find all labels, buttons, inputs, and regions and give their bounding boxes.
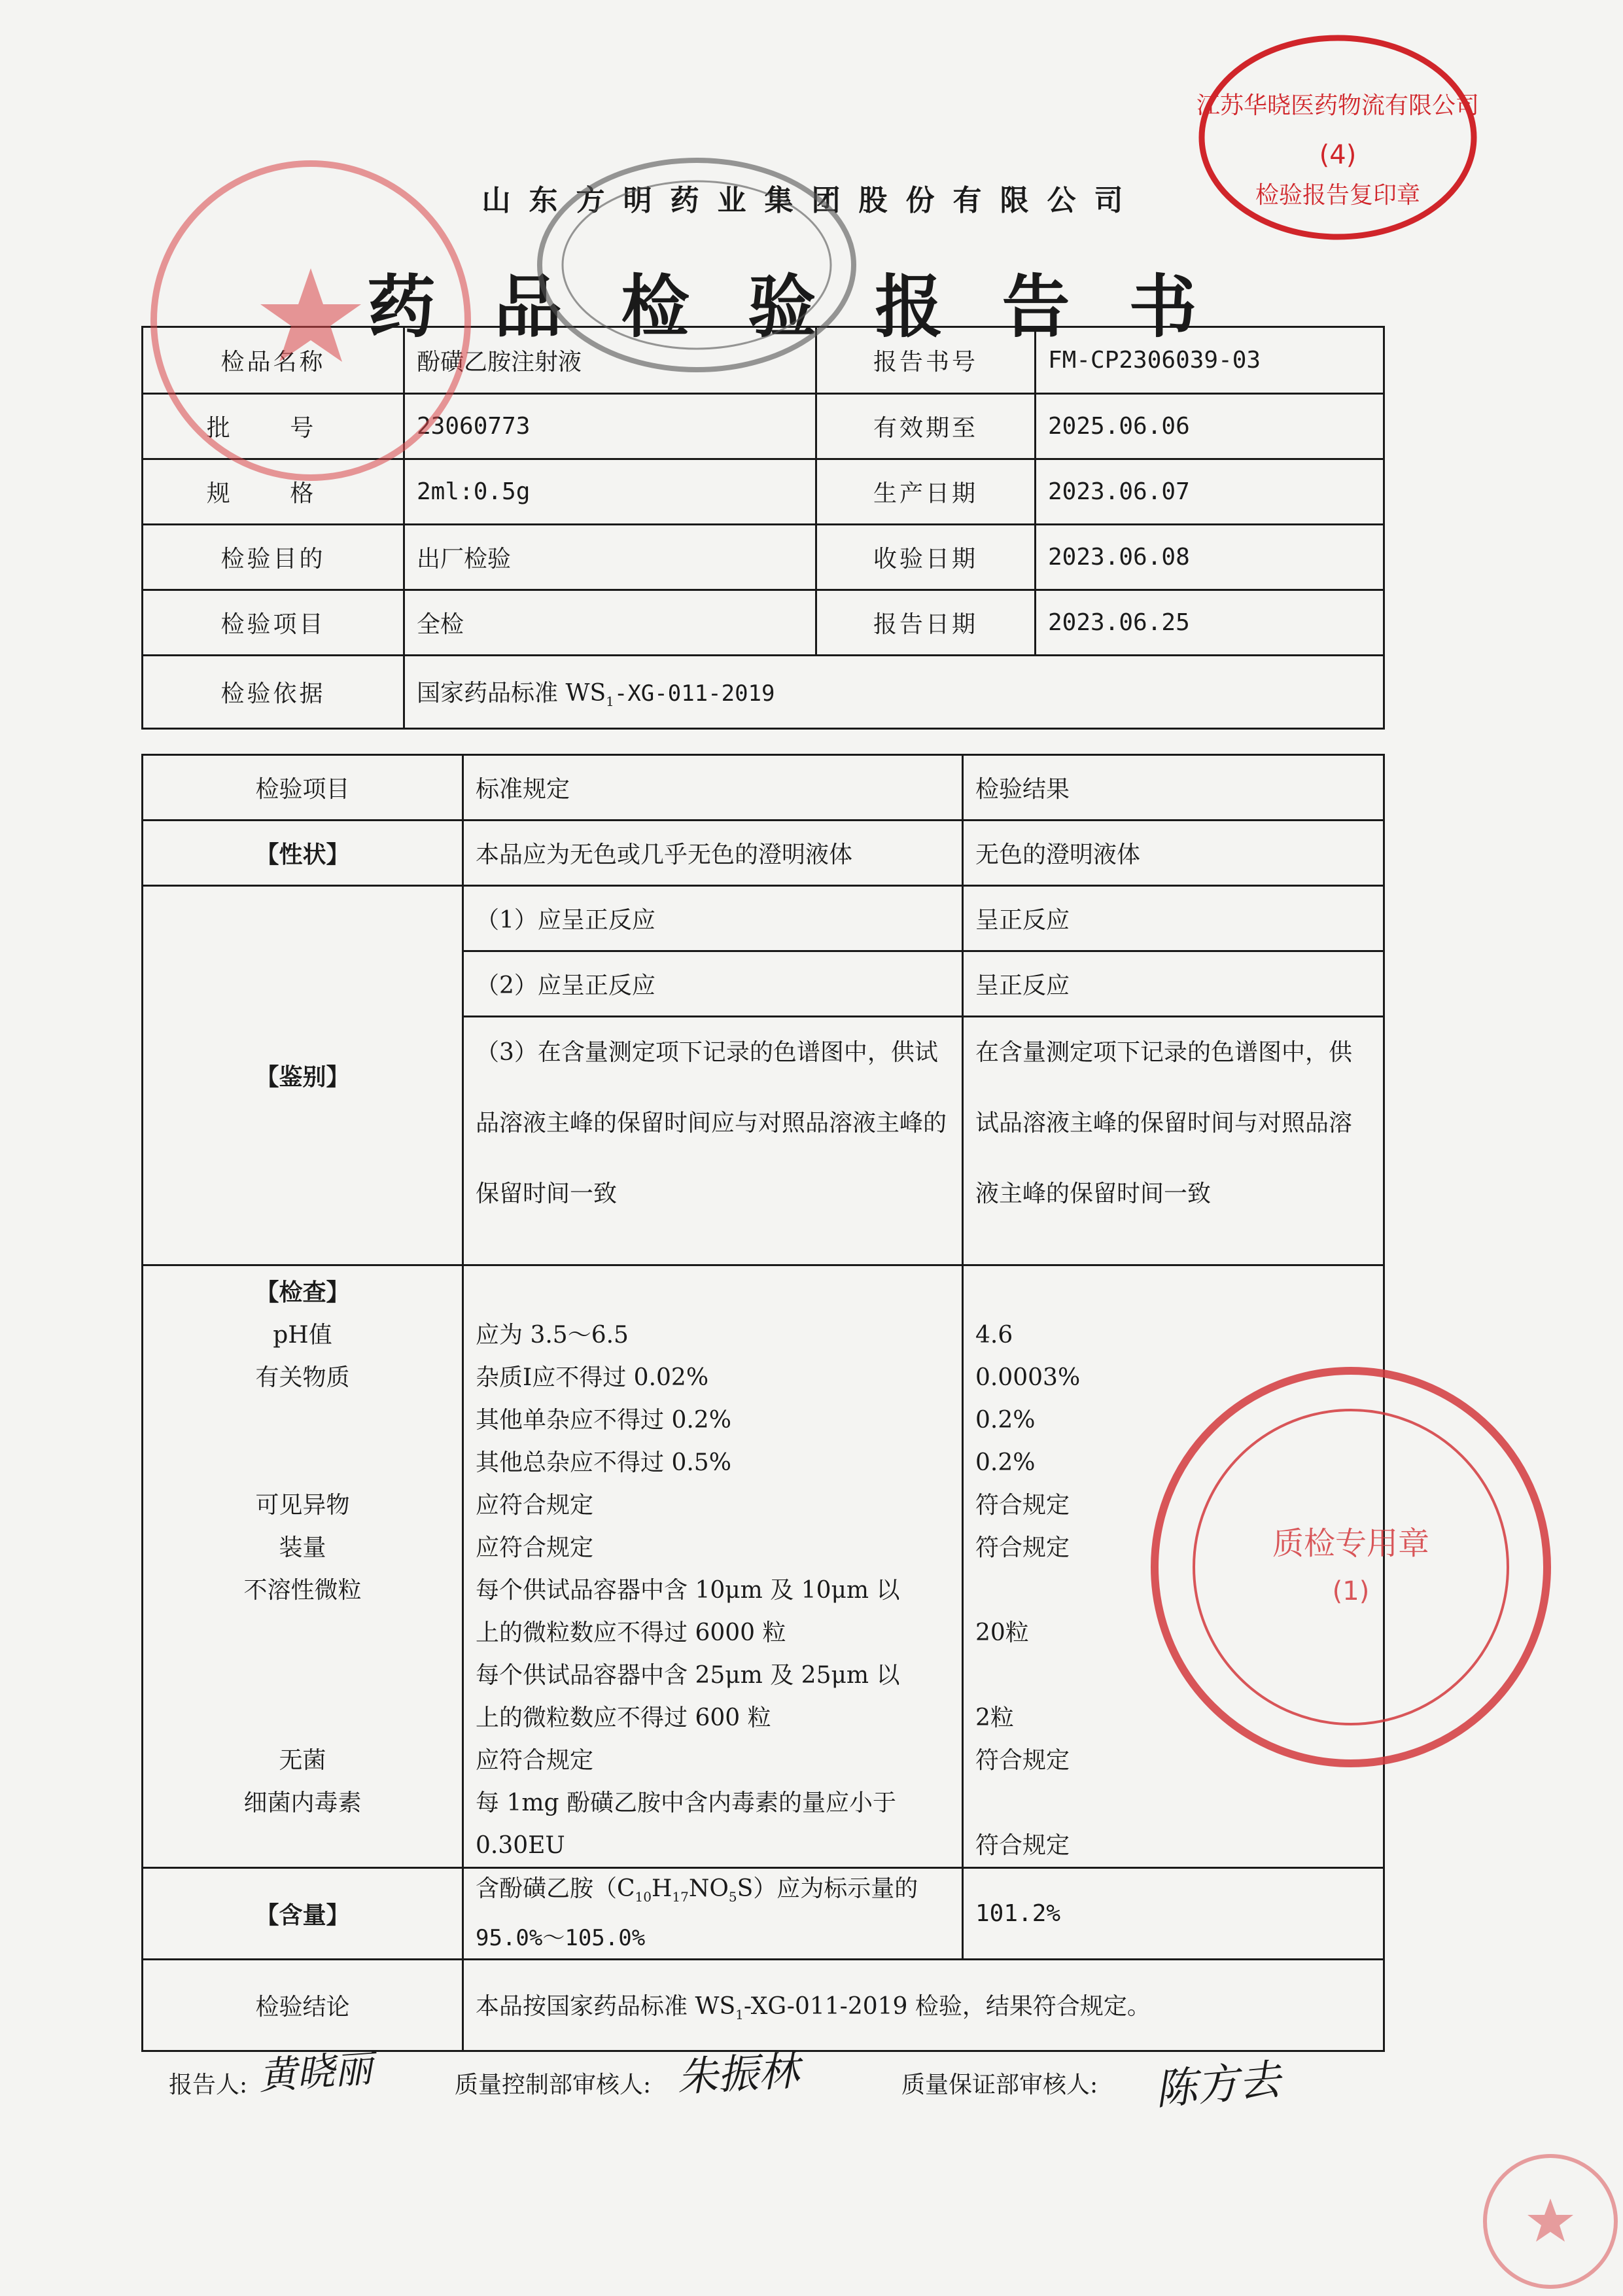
inspection-result-line: 0.2% — [975, 1449, 1036, 1476]
inspection-item-blank-3 — [155, 1612, 450, 1654]
conclusion-prefix: 本品按国家药品标准 WS — [476, 1992, 736, 2020]
conclusion-suffix: -XG-011-2019 检验，结果符合规定。 — [743, 1992, 1151, 2020]
production-date-value: 2023.06.07 — [1036, 459, 1384, 525]
assay-text-d: S）应为标示量的 — [737, 1875, 918, 1903]
inspection-item-blank-5 — [155, 1697, 450, 1739]
inspection-standard-line: 其他单杂应不得过 0.2% — [476, 1407, 731, 1434]
inspection-item-sterile: 无菌 — [279, 1747, 326, 1774]
inspection-standard-line: 每 1mg 酚磺乙胺中含内毒素的量应小于 — [476, 1790, 896, 1816]
inspection-standard-line: 其他总杂应不得过 0.5% — [476, 1449, 731, 1476]
qc-label: 质量控制部审核人: — [455, 2072, 652, 2098]
assay-sub-3: 5 — [728, 1889, 737, 1905]
assay-label: 【含量】 — [143, 1868, 463, 1960]
inspection-result-line: 0.0003% — [975, 1364, 1081, 1391]
spec-value: 2ml:0.5g — [404, 459, 816, 525]
inspection-item-particles: 不溶性微粒 — [243, 1577, 362, 1604]
reporter-signature: 黄晓丽 — [257, 2046, 374, 2098]
appearance-result: 无色的澄明液体 — [963, 821, 1384, 886]
svg-text:质检专用章: 质检专用章 — [1272, 1525, 1430, 1562]
qa-label: 质量保证部审核人: — [901, 2072, 1098, 2098]
batch-label: 批 号 — [143, 394, 404, 459]
identification-label: 【鉴别】 — [143, 886, 463, 1265]
basis-suffix: -XG-011-2019 — [614, 680, 775, 707]
items-label: 检验项目 — [143, 590, 404, 656]
product-name-label: 检品名称 — [143, 327, 404, 394]
assay-standard-line-1 — [476, 1869, 950, 1917]
inspection-standard-line: 应符合规定 — [476, 1534, 594, 1561]
items-value: 全检 — [404, 590, 816, 656]
report-date-value: 2023.06.25 — [1036, 590, 1384, 656]
spec-label: 规 格 — [143, 459, 404, 525]
basis-sub: 1 — [606, 694, 614, 710]
inspection-result-line: 4.6 — [975, 1322, 1013, 1349]
inspection-item-blank-4 — [155, 1654, 450, 1697]
company-name: 山东方明药业集团股份有限公司 — [481, 184, 1142, 217]
inspection-result-line: 符合规定 — [975, 1832, 1070, 1859]
header-item: 检验项目 — [143, 755, 463, 821]
bottom-right-seal — [1478, 2149, 1622, 2293]
inspection-result-line: 20粒 — [975, 1619, 1029, 1646]
inspection-item-fill: 装量 — [279, 1534, 326, 1561]
purpose-value: 出厂检验 — [404, 525, 816, 590]
info-row-items — [143, 590, 1384, 656]
inspection-result-line: 符合规定 — [975, 1747, 1070, 1774]
inspection-standards — [463, 1265, 963, 1868]
inspection-items — [143, 1265, 463, 1868]
identification-result-1: 呈正反应 — [963, 886, 1384, 951]
inspection-item-blank-1 — [155, 1399, 450, 1441]
inspection-result-line: 符合规定 — [975, 1492, 1070, 1519]
assay-text-b: H — [652, 1875, 672, 1903]
results-header-row — [143, 755, 1384, 821]
info-row-basis — [143, 656, 1384, 729]
inspection-standard-line: 上的微粒数应不得过 600 粒 — [476, 1704, 771, 1731]
identification-result-2: 呈正反应 — [963, 951, 1384, 1017]
inspection-standard-line: 应符合规定 — [476, 1492, 594, 1519]
assay-result: 101.2% — [963, 1868, 1384, 1960]
identification-standard-1: （1）应呈正反应 — [463, 886, 963, 951]
assay-standard-line-2: 95.0%～105.0% — [476, 1924, 646, 1951]
report-no-label: 报告书号 — [816, 327, 1036, 394]
svg-text:(4): (4) — [1319, 140, 1357, 170]
inspection-standard-line: 杂质Ⅰ应不得过 0.02% — [476, 1364, 709, 1391]
svg-text:江苏华晓医药物流有限公司: 江苏华晓医药物流有限公司 — [1196, 92, 1480, 119]
conclusion-label: 检验结论 — [143, 1960, 463, 2051]
assay-sub-1: 10 — [635, 1889, 652, 1905]
appearance-row — [143, 821, 1384, 886]
inspection-label: 【检查】 — [255, 1279, 350, 1306]
appearance-standard: 本品应为无色或几乎无色的澄明液体 — [463, 821, 963, 886]
inspection-result-line: 2粒 — [975, 1704, 1014, 1731]
top-right-seal — [1194, 29, 1482, 245]
conclusion-text — [463, 1960, 1384, 2051]
received-label: 收验日期 — [816, 525, 1036, 590]
identification-result-3: 在含量测定项下记录的色谱图中，供试品溶液主峰的保留时间与对照品溶液主峰的保留时间一致 — [963, 1017, 1384, 1265]
expiry-value: 2025.06.06 — [1036, 394, 1384, 459]
report-date-label: 报告日期 — [816, 590, 1036, 656]
basis-prefix: 国家药品标准 WS — [417, 679, 606, 707]
inspection-standard-line: 每个供试品容器中含 10μm 及 10μm 以 — [476, 1577, 900, 1604]
production-date-label: 生产日期 — [816, 459, 1036, 525]
appearance-label: 【性状】 — [143, 821, 463, 886]
qa-signature: 陈方去 — [1153, 2055, 1283, 2115]
identification-standard-2: （2）应呈正反应 — [463, 951, 963, 1017]
info-row-purpose — [143, 525, 1384, 590]
batch-value: 23060773 — [404, 394, 816, 459]
top-center-seal — [533, 154, 860, 376]
inspection-standard-line: 上的微粒数应不得过 6000 粒 — [476, 1619, 786, 1646]
identification-row-1 — [143, 886, 1384, 951]
expiry-label: 有效期至 — [816, 394, 1036, 459]
inspection-item-visible: 可见异物 — [255, 1492, 350, 1519]
header-standard: 标准规定 — [463, 755, 963, 821]
reporter-label: 报告人: — [169, 2072, 248, 2098]
qc-signature: 朱振林 — [676, 2047, 801, 2101]
svg-text:(1): (1) — [1332, 1576, 1370, 1606]
inspection-item-ph: pH值 — [273, 1322, 332, 1349]
received-value: 2023.06.08 — [1036, 525, 1384, 590]
inspection-standard-line: 0.30EU — [476, 1832, 565, 1859]
report-no-value: FM-CP2306039-03 — [1036, 327, 1384, 394]
inspection-standard-line: 每个供试品容器中含 25μm 及 25μm 以 — [476, 1662, 900, 1689]
assay-sub-2: 17 — [672, 1889, 689, 1905]
assay-row — [143, 1868, 1384, 1960]
svg-text:检验报告复印章: 检验报告复印章 — [1255, 182, 1421, 209]
inspection-standard-line: 应为 3.5～6.5 — [476, 1322, 629, 1349]
document-title: 药品检验报告书 — [367, 266, 1256, 347]
assay-text-a: 含酚磺乙胺（C — [476, 1875, 635, 1903]
inspection-result-line: 符合规定 — [975, 1534, 1070, 1561]
conclusion-row — [143, 1960, 1384, 2051]
inspection-standard-line: 应符合规定 — [476, 1747, 594, 1774]
assay-standard — [463, 1868, 963, 1960]
inspection-result-line: 0.2% — [975, 1407, 1036, 1434]
purpose-label: 检验目的 — [143, 525, 404, 590]
inspection-item-blank-6 — [155, 1824, 450, 1867]
inspection-result-line — [975, 1782, 1371, 1824]
inspection-item-endotoxin: 细菌内毒素 — [243, 1790, 362, 1816]
basis-value — [404, 656, 1384, 729]
conclusion-sub: 1 — [735, 2007, 744, 2023]
identification-standard-3: （3）在含量测定项下记录的色谱图中，供试品溶液主峰的保留时间应与对照品溶液主峰的保留时间一致 — [463, 1017, 963, 1265]
top-left-seal — [141, 150, 481, 491]
inspection-item-related: 有关物质 — [255, 1364, 350, 1391]
header-result: 检验结果 — [963, 755, 1384, 821]
inspection-item-blank-2 — [155, 1441, 450, 1484]
product-name-value: 酚磺乙胺注射液 — [404, 327, 816, 394]
assay-text-c: NO — [688, 1875, 729, 1903]
basis-label: 检验依据 — [143, 656, 404, 729]
mid-right-seal — [1142, 1358, 1560, 1776]
